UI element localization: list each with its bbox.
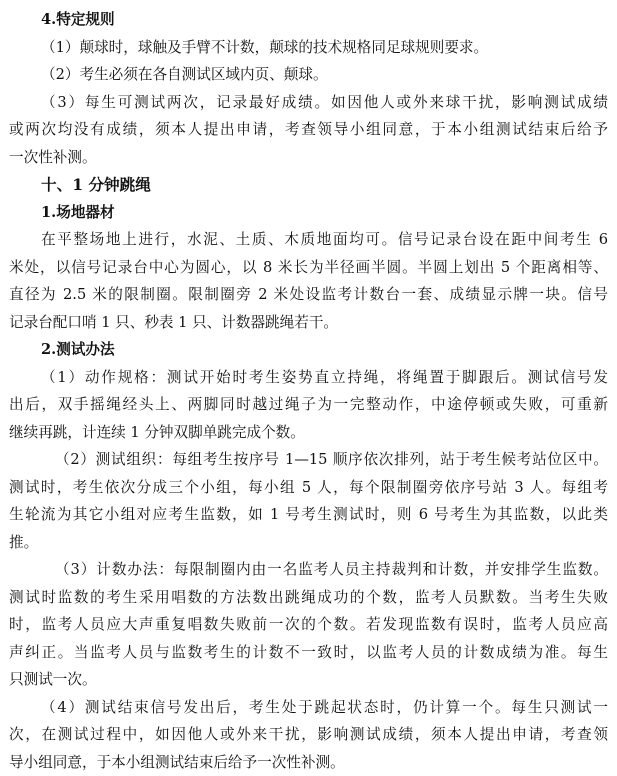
paragraph-line: （2）考生必须在各自测试区域内页、颠球。 [9,61,608,89]
section-heading-test-method: 2.测试办法 [9,336,608,364]
section-heading-venue-equipment: 1.场地器材 [9,199,608,227]
section-heading-special-rules: 4.特定规则 [9,6,608,34]
paragraph-line: 次，在测试过程中，如因他人或外来干扰，影响测试成绩，须本人提出申请，考查领 [9,721,608,749]
paragraph-line: 米处，以信号记录台中心为圆心，以 8 米长为半径画半圆。半圆上划出 5 个距离相等、 [9,254,608,282]
paragraph-line: 一次性补测。 [9,144,608,172]
paragraph-line: 测试时监数的考生采用唱数的方法数出跳绳成功的个数，监考人员默数。当考生失败 [9,584,608,612]
paragraph-line: 时，监考人员应大声重复唱数失败前一次的个数。若发现监数有误时，监考人员应高 [9,611,608,639]
paragraph-line: 直径为 2.5 米的限制圈。限制圈旁 2 米处设监考计数台一套、成绩显示牌一块。信号 [9,281,608,309]
paragraph-line: 只测试一次。 [9,666,608,694]
paragraph-line: 声纠正。当监考人员与监数考生的计数不一致时，以监考人员的计数成绩为准。每生 [9,639,608,667]
paragraph-line: （3）计数办法：每限制圈内由一名监考人员主持裁判和计数，并安排学生监数。 [9,556,608,584]
paragraph-line: 继续再跳，计连续 1 分钟双脚单跳完成个数。 [9,419,608,447]
paragraph-line: （4）测试结束信号发出后，考生处于跳起状态时，仍计算一个。每生只测试一 [9,694,608,722]
paragraph-line: 导小组同意，于本小组测试结束后给予一次性补测。 [9,749,608,776]
chapter-heading-rope-skipping: 十、1 分钟跳绳 [9,171,608,199]
paragraph-line: 推。 [9,529,608,557]
paragraph-line: 记录台配口哨 1 只、秒表 1 只、计数器跳绳若干。 [9,309,608,337]
paragraph-line: 生轮流为其它小组对应考生监数，如 1 号考生测试时，则 6 号考生为其监数，以此类 [9,501,608,529]
paragraph-line: （3）每生可测试两次，记录最好成绩。如因他人或外来球干扰，影响测试成绩 [9,89,608,117]
paragraph-line: 在平整场地上进行，水泥、土质、木质地面均可。信号记录台设在距中间考生 6 [9,226,608,254]
paragraph-line: （1）颠球时，球触及手臂不计数，颠球的技术规格同足球规则要求。 [9,34,608,62]
paragraph-line: （1）动作规格：测试开始时考生姿势直立持绳，将绳置于脚跟后。测试信号发 [9,364,608,392]
paragraph-line: （2）测试组织：每组考生按序号 1—15 顺序依次排列，站于考生候考站位区中。 [9,446,608,474]
paragraph-line: 或两次均没有成绩，须本人提出申请，考查领导小组同意，于本小组测试结束后给予 [9,116,608,144]
paragraph-line: 出后，双手摇绳经头上、两脚同时越过绳子为一完整动作，中途停顿或失败，可重新 [9,391,608,419]
paragraph-line: 测试时，考生依次分成三个小组，每小组 5 人，每个限制圈旁依序号站 3 人。每组考 [9,474,608,502]
